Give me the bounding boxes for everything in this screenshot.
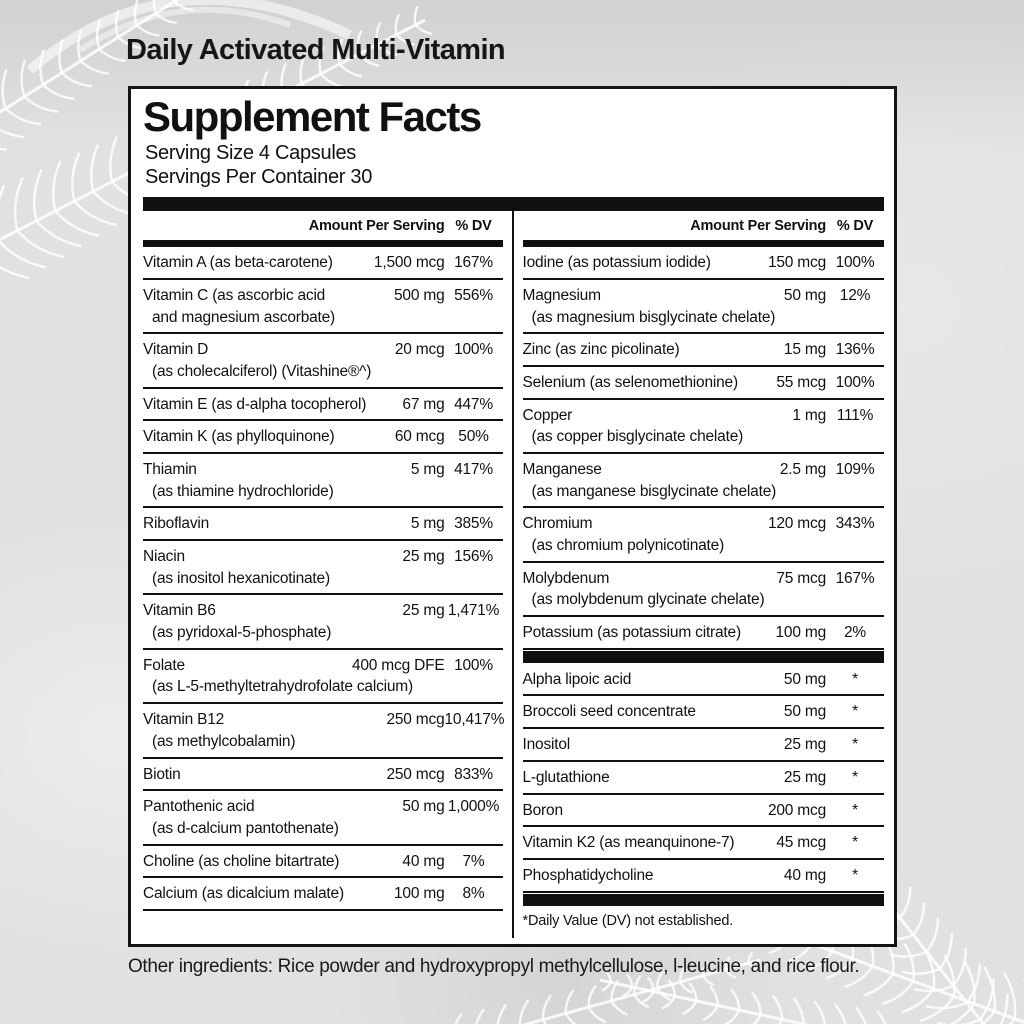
palm-frond-leaflet xyxy=(55,211,98,235)
palm-frond-leaflet xyxy=(566,991,573,1013)
nutrient-name: Broccoli seed concentrate xyxy=(522,703,696,721)
nutrient-rows-right xyxy=(523,247,885,650)
nutrient-name: Choline (as choline bitartrate) xyxy=(143,852,340,870)
nutrient-dv: * xyxy=(852,703,858,721)
amount-per-serving-header: Amount Per Serving xyxy=(690,217,826,234)
nutrient-row xyxy=(523,860,885,893)
nutrient-dv: 417% xyxy=(454,460,493,478)
palm-frond-leaflet xyxy=(0,240,45,267)
nutrient-rows-left xyxy=(143,247,503,911)
product-title: Daily Activated Multi-Vitamin xyxy=(126,34,506,66)
palm-frond-leaflet xyxy=(938,1020,980,1024)
palm-frond-leaflet xyxy=(643,992,653,1002)
nutrient-row xyxy=(523,400,885,454)
palm-frond-leaflet xyxy=(135,1,137,25)
nutrient-form: (as L-5-methyltetrahydrofolate calcium) xyxy=(152,678,413,696)
nutrient-name: Folate xyxy=(143,656,185,674)
nutrient-amount: 2.5 mg xyxy=(779,460,826,478)
nutrient-dv: 12% xyxy=(839,286,871,304)
palm-frond-leaflet xyxy=(97,21,100,49)
palm-frond-leaflet xyxy=(669,981,675,996)
supplement-facts-title: Supplement Facts xyxy=(143,93,481,140)
servings-per-container: Servings Per Container 30 xyxy=(145,166,373,189)
nutrient-row xyxy=(523,247,885,280)
nutrient-name: Calcium (as dicalcium malate) xyxy=(143,885,344,903)
nutrient-amount: 5 mg xyxy=(410,515,445,533)
palm-frond-leaflet xyxy=(0,186,4,240)
palm-frond-leaflet xyxy=(877,1011,889,1024)
nutrient-column-left xyxy=(143,211,514,938)
palm-frond-leaflet xyxy=(967,965,980,1003)
nutrient-row xyxy=(143,454,503,508)
nutrient-name: Niacin xyxy=(143,548,185,566)
nutrient-row xyxy=(143,595,503,649)
palm-frond-leaflet xyxy=(883,981,913,1003)
nutrient-dv: 100% xyxy=(835,254,875,272)
nutrient-dv: 447% xyxy=(454,395,493,413)
nutrient-name: Zinc (as zinc picolinate) xyxy=(522,341,680,359)
nutrient-dv: 343% xyxy=(835,515,875,533)
nutrient-row xyxy=(143,508,503,541)
palm-frond-leaflet xyxy=(497,1005,506,1024)
nutrient-form: (as copper bisglycinate chelate) xyxy=(531,428,744,446)
palm-frond-leaflet xyxy=(1005,974,1016,1019)
nutrient-amount: 60 mcg xyxy=(394,428,445,446)
nutrient-name: Vitamin K (as phylloquinone) xyxy=(143,428,335,446)
palm-frond-leaflet xyxy=(0,250,28,278)
nutrient-row xyxy=(523,827,885,860)
nutrient-name: Biotin xyxy=(143,765,181,783)
nutrient-row xyxy=(143,389,503,422)
palm-frond-leaflet xyxy=(36,221,80,246)
palm-frond-leaflet xyxy=(543,996,551,1020)
palm-frond-leaflet xyxy=(657,988,670,999)
nutrient-row xyxy=(523,508,885,562)
palm-frond-leaflet xyxy=(81,61,108,74)
nutrient-dv: 1,000% xyxy=(447,798,500,816)
nutrient-row xyxy=(523,664,885,697)
palm-frond-leaflet xyxy=(663,996,675,1008)
nutrient-name: Alpha lipoic acid xyxy=(522,670,632,688)
nutrient-row xyxy=(143,878,503,911)
nutrient-amount: 40 mg xyxy=(402,852,445,870)
palm-frond-leaflet xyxy=(945,956,954,996)
nutrient-name: Vitamin D xyxy=(143,341,209,359)
nutrient-dv: 7% xyxy=(462,852,485,870)
nutrient-row xyxy=(143,704,503,758)
nutrient-dv: * xyxy=(852,834,858,852)
palm-frond-leaflet xyxy=(927,1003,967,1008)
palm-frond-leaflet xyxy=(15,178,22,230)
palm-frond-leaflet xyxy=(110,137,116,181)
nutrient-dv: 167% xyxy=(835,569,875,587)
palm-frond-leaflet xyxy=(474,1010,483,1024)
nutrient-row xyxy=(523,563,885,617)
palm-frond-leaflet xyxy=(940,1004,974,1024)
nutrient-form: (as d-calcium pantothenate) xyxy=(152,819,339,837)
palm-frond-leaflet xyxy=(17,231,63,257)
nutrient-amount: 250 mcg xyxy=(386,711,445,729)
nutrient-dv: 167% xyxy=(454,254,493,272)
palm-frond-leaflet xyxy=(623,987,632,996)
nutrient-row xyxy=(523,454,885,508)
palm-frond-leaflet xyxy=(900,888,910,918)
palm-frond-leaflet xyxy=(794,999,803,1024)
palm-frond-leaflet xyxy=(680,982,691,992)
nutrient-dv: 50% xyxy=(458,428,489,446)
palm-frond-leaflet xyxy=(744,1015,760,1024)
nutrient-row xyxy=(143,791,503,845)
nutrient-name: Inositol xyxy=(522,736,571,754)
nutrient-name: Iodine (as potassium iodide) xyxy=(522,254,711,272)
nutrient-dv: 10,417% xyxy=(444,711,505,729)
palm-frond-leaflet xyxy=(78,31,81,61)
palm-frond-leaflet xyxy=(690,984,696,1001)
nutrient-name: Potassium (as potassium citrate) xyxy=(522,624,741,642)
palm-frond-leaflet xyxy=(566,1013,584,1024)
nutrient-dv: 385% xyxy=(454,515,493,533)
palm-frond-leaflet xyxy=(53,162,60,211)
nutrient-row xyxy=(523,729,885,762)
palm-frond-leaflet xyxy=(993,995,1007,1024)
nutrient-row xyxy=(143,759,503,792)
palm-frond-leaflet xyxy=(22,61,25,97)
nutrient-row xyxy=(523,762,885,795)
nutrient-dv: 8% xyxy=(462,885,485,903)
nutrient-row xyxy=(523,334,885,367)
palm-frond-leaflet xyxy=(415,7,418,25)
nutrient-row xyxy=(523,696,885,729)
nutrient-dv: * xyxy=(852,801,858,819)
nutrient-name: Manganese xyxy=(522,460,602,478)
palm-frond-leaflet xyxy=(634,977,640,995)
palm-frond-leaflet xyxy=(24,97,56,112)
nutrient-dv: 100% xyxy=(454,341,493,359)
nutrient-amount: 25 mg xyxy=(402,602,445,620)
header-divider-bar xyxy=(523,240,885,247)
nutrient-amount: 50 mg xyxy=(783,703,826,721)
palm-frond-leaflet xyxy=(684,1001,697,1014)
nutrient-form: (as inositol hexanicotinate) xyxy=(152,569,330,587)
dv-footnote: *Daily Value (DV) not established. xyxy=(522,912,734,929)
palm-frond-leaflet xyxy=(91,146,97,192)
nutrient-name: Vitamin E (as d-alpha tocopherol) xyxy=(143,395,367,413)
nutrient-dv: 136% xyxy=(835,341,875,359)
palm-frond-leaflet xyxy=(0,132,6,149)
nutrient-dv: 2% xyxy=(843,624,866,642)
nutrient-row xyxy=(523,367,885,400)
palm-frond-leaflet xyxy=(603,982,611,990)
palm-frond-leaflet xyxy=(451,1015,461,1024)
section-divider-bar xyxy=(523,651,885,663)
nutrient-form: (as manganese bisglycinate chelate) xyxy=(531,482,777,500)
palm-frond-leaflet xyxy=(925,950,934,988)
percent-dv-header: % DV xyxy=(455,217,492,234)
palm-frond-leaflet xyxy=(589,986,596,1007)
palm-frond-leaflet xyxy=(0,120,23,137)
nutrient-name: Phosphatidycholine xyxy=(522,866,654,884)
column-header-right xyxy=(523,211,885,240)
nutrient-form: and magnesium ascorbate) xyxy=(152,308,336,326)
nutrient-row xyxy=(143,421,503,454)
nutrient-form: (as cholecalciferol) (Vitashine®^) xyxy=(152,362,372,380)
palm-frond-leaflet xyxy=(321,74,344,87)
nutrient-row xyxy=(143,247,503,280)
nutrient-amount: 120 mcg xyxy=(767,515,826,533)
nutrient-row xyxy=(143,846,503,879)
palm-frond-leaflet xyxy=(6,108,40,124)
nutrient-name: Chromium xyxy=(522,515,593,533)
nutrient-dv: * xyxy=(852,768,858,786)
palm-frond-leaflet xyxy=(940,934,952,969)
nutrient-amount: 1 mg xyxy=(792,406,826,424)
nutrient-amount: 50 mg xyxy=(783,670,826,688)
palm-frond-leaflet xyxy=(648,978,653,992)
palm-frond-leaflet xyxy=(520,1001,528,1024)
nutrient-name: Vitamin C (as ascorbic acid xyxy=(143,286,326,304)
nutrient-amount: 75 mcg xyxy=(776,569,826,587)
palm-frond-leaflet xyxy=(43,85,74,99)
nutrient-amount: 5 mg xyxy=(410,460,445,478)
nutrient-rows-no-dv xyxy=(523,664,885,893)
palm-frond-leaflet xyxy=(857,1008,868,1024)
nutrient-dv: * xyxy=(852,866,858,884)
nutrient-dv: 556% xyxy=(454,286,493,304)
nutrient-amount: 55 mcg xyxy=(776,373,826,391)
nutrient-name: Boron xyxy=(522,801,563,819)
divider-bar-top xyxy=(143,197,884,211)
serving-size: Serving Size 4 Capsules xyxy=(145,142,356,165)
nutrient-name: Magnesium xyxy=(522,286,601,304)
palm-frond-leaflet xyxy=(611,982,617,1001)
nutrient-form: (as molybdenum glycinate chelate) xyxy=(531,591,765,609)
palm-frond-leaflet xyxy=(978,1019,1015,1024)
nutrient-dv: 111% xyxy=(836,406,874,424)
nutrient-name: Molybdenum xyxy=(522,569,610,587)
nutrient-name: Pantothenic acid xyxy=(143,798,255,816)
nutrient-row xyxy=(143,650,503,704)
nutrient-form: (as pyridoxal-5-phosphate) xyxy=(152,624,332,642)
palm-frond-leaflet xyxy=(753,993,761,1015)
palm-frond-leaflet xyxy=(634,995,648,1007)
nutrient-name: Vitamin A (as beta-carotene) xyxy=(143,254,333,272)
nutrient-amount: 250 mcg xyxy=(386,765,445,783)
palm-frond-leaflet xyxy=(959,1011,995,1024)
nutrient-amount: 1,500 mcg xyxy=(373,254,445,272)
nutrient-row xyxy=(523,795,885,828)
nutrient-amount: 100 mg xyxy=(394,885,445,903)
nutrient-dv: 109% xyxy=(835,460,875,478)
palm-frond-leaflet xyxy=(704,1006,718,1020)
palm-frond-leaflet xyxy=(99,49,124,61)
nutrient-name: Vitamin K2 (as meanquinone-7) xyxy=(522,834,735,852)
nutrient-form: (as methylcobalamin) xyxy=(152,732,296,750)
other-ingredients: Other ingredients: Rice powder and hydroxypropyl methylcellulose, l-leucine, and rice flour. xyxy=(128,956,860,977)
amount-per-serving-header: Amount Per Serving xyxy=(308,217,445,234)
palm-frond-leaflet xyxy=(732,990,740,1010)
palm-frond-leaflet xyxy=(74,201,115,225)
nutrient-amount: 67 mg xyxy=(402,395,445,413)
nutrient-dv: 1,471% xyxy=(447,602,500,620)
palm-frond-leaflet xyxy=(965,962,975,1004)
palm-frond-leaflet xyxy=(543,1020,562,1024)
palm-frond-leaflet xyxy=(815,1002,825,1024)
nutrient-amount: 150 mcg xyxy=(767,254,826,272)
palm-frond-leaflet xyxy=(913,903,924,934)
palm-frond-leaflet xyxy=(589,1007,605,1022)
palm-frond-leaflet xyxy=(396,15,399,34)
nutrient-amount: 25 mg xyxy=(402,548,445,566)
nutrient-amount: 25 mg xyxy=(783,768,826,786)
nutrient-amount: 20 mcg xyxy=(394,341,445,359)
palm-frond-leaflet xyxy=(611,1001,626,1014)
nutrient-dv: 100% xyxy=(835,373,875,391)
palm-frond-leaflet xyxy=(62,73,91,86)
percent-dv-header: % DV xyxy=(836,217,874,234)
nutrient-amount: 40 mg xyxy=(783,866,826,884)
palm-frond-leaflet xyxy=(921,996,954,1021)
palm-frond-leaflet xyxy=(40,51,43,85)
nutrient-amount: 400 mcg DFE xyxy=(351,656,445,674)
palm-frond-leaflet xyxy=(72,154,79,201)
nutrient-dv: 100% xyxy=(454,656,493,674)
nutrient-form: (as magnesium bisglycinate chelate) xyxy=(531,308,776,326)
palm-frond-leaflet xyxy=(985,968,995,1011)
nutrient-dv: * xyxy=(852,736,858,754)
palm-frond-leaflet xyxy=(902,989,933,1012)
nutrient-row xyxy=(523,617,885,650)
nutrient-row xyxy=(143,280,503,334)
nutrient-form: (as thiamine hydrochloride) xyxy=(152,482,334,500)
header-divider-bar xyxy=(143,240,503,247)
nutrient-name: L-glutathione xyxy=(522,768,610,786)
nutrient-name: Vitamin B6 xyxy=(143,602,216,620)
nutrient-form: (as chromium polynicotinate) xyxy=(531,537,725,555)
nutrient-row xyxy=(143,541,503,595)
nutrient-name: Selenium (as selenomethionine) xyxy=(522,373,738,391)
nutrient-amount: 50 mg xyxy=(402,798,445,816)
palm-frond-leaflet xyxy=(764,1019,782,1024)
nutrient-row xyxy=(143,334,503,388)
nutrient-name: Copper xyxy=(522,406,573,424)
palm-frond-leaflet xyxy=(34,170,41,221)
nutrient-column-right xyxy=(514,211,885,938)
nutrient-amount: 15 mg xyxy=(783,341,826,359)
nutrient-dv: * xyxy=(852,670,858,688)
nutrient-table xyxy=(143,211,884,938)
palm-frond-leaflet xyxy=(3,71,6,109)
nutrient-amount: 500 mg xyxy=(394,286,445,304)
nutrient-amount: 200 mcg xyxy=(767,801,826,819)
palm-frond-leaflet xyxy=(724,1010,739,1024)
palm-frond-stem xyxy=(600,980,900,1024)
palm-frond-leaflet xyxy=(711,987,718,1006)
palm-frond-leaflet xyxy=(953,949,965,985)
palm-frond-leaflet xyxy=(156,13,176,22)
nutrient-amount: 45 mcg xyxy=(776,834,826,852)
palm-frond-leaflet xyxy=(980,980,994,1020)
nutrient-amount: 50 mg xyxy=(783,286,826,304)
palm-frond-leaflet xyxy=(154,0,156,13)
nutrient-amount: 100 mg xyxy=(775,624,826,642)
nutrient-name: Thiamin xyxy=(143,460,197,478)
palm-frond-leaflet xyxy=(915,986,953,991)
column-header-left xyxy=(143,211,503,240)
palm-frond-leaflet xyxy=(59,41,62,73)
palm-frond-leaflet xyxy=(416,25,431,34)
section-divider-bar xyxy=(523,894,885,906)
nutrient-name: Riboflavin xyxy=(143,515,210,533)
palm-frond-leaflet xyxy=(836,1005,847,1024)
palm-frond-leaflet xyxy=(173,0,175,2)
palm-frond-leaflet xyxy=(174,2,192,10)
nutrient-dv: 833% xyxy=(454,765,493,783)
palm-frond-leaflet xyxy=(116,11,118,37)
supplement-facts-label xyxy=(128,86,897,947)
nutrient-name: Vitamin B12 xyxy=(143,711,225,729)
nutrient-row xyxy=(523,280,885,334)
nutrient-amount: 25 mg xyxy=(783,736,826,754)
palm-frond-leaflet xyxy=(773,996,782,1019)
palm-frond-leaflet xyxy=(927,919,938,952)
nutrient-dv: 156% xyxy=(454,548,493,566)
